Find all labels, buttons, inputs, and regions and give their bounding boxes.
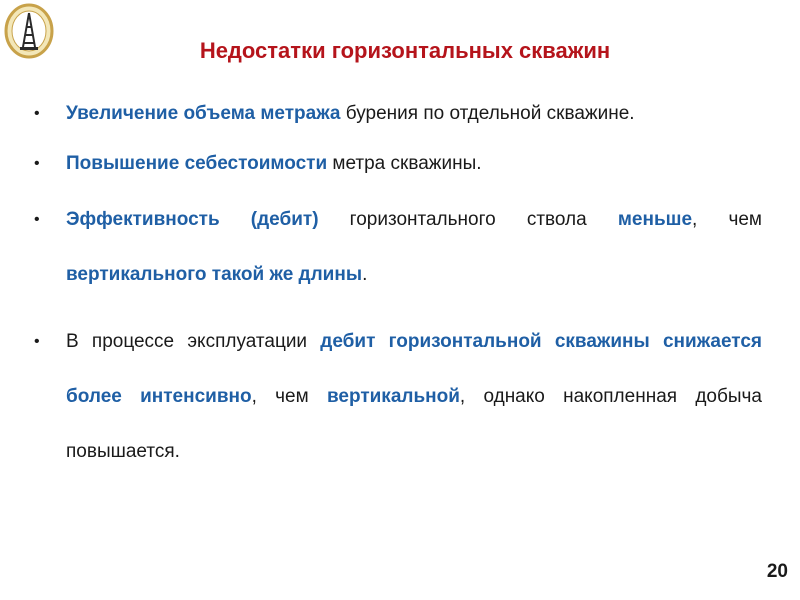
bullet-item [34,314,762,479]
bullet-text: метра скважины. [327,153,482,174]
bullet-text: горизонтального ствола [318,209,618,230]
bullet-text: . [362,264,368,285]
bullet-text: , чем [251,386,327,407]
bullet-dot-icon: • [34,211,40,228]
bullet-highlight: вертикальной [326,386,460,407]
bullet-text: бурения по отдельной скважине. [340,103,635,124]
bullet-item [34,148,762,180]
bullet-dot-icon: • [34,333,40,350]
bullet-dot-icon: • [34,105,40,122]
bullet-highlight: Повышение себестоимости [66,153,328,174]
bullet-text: , чем [692,209,762,230]
bullet-highlight: меньше [617,209,693,230]
bullet-list [34,98,762,497]
page-number: 20 [766,561,788,582]
bullet-highlight: вертикального такой же длины [66,264,363,285]
bullet-highlight: Эффективность (дебит) [66,209,319,230]
bullet-highlight: дебит горизонтальной скважины снижается более интенсивно [66,331,762,407]
bullet-dot-icon: • [34,155,40,172]
bullet-highlight: Увеличение объема метража [66,103,341,124]
bullet-item [34,192,762,302]
bullet-item [34,98,762,130]
bullet-text: , однако накопленная добыча повышается. [66,386,762,462]
bullet-text: В процессе эксплуатации [66,331,321,352]
slide-title: Недостатки горизонтальных скважин [199,38,611,63]
